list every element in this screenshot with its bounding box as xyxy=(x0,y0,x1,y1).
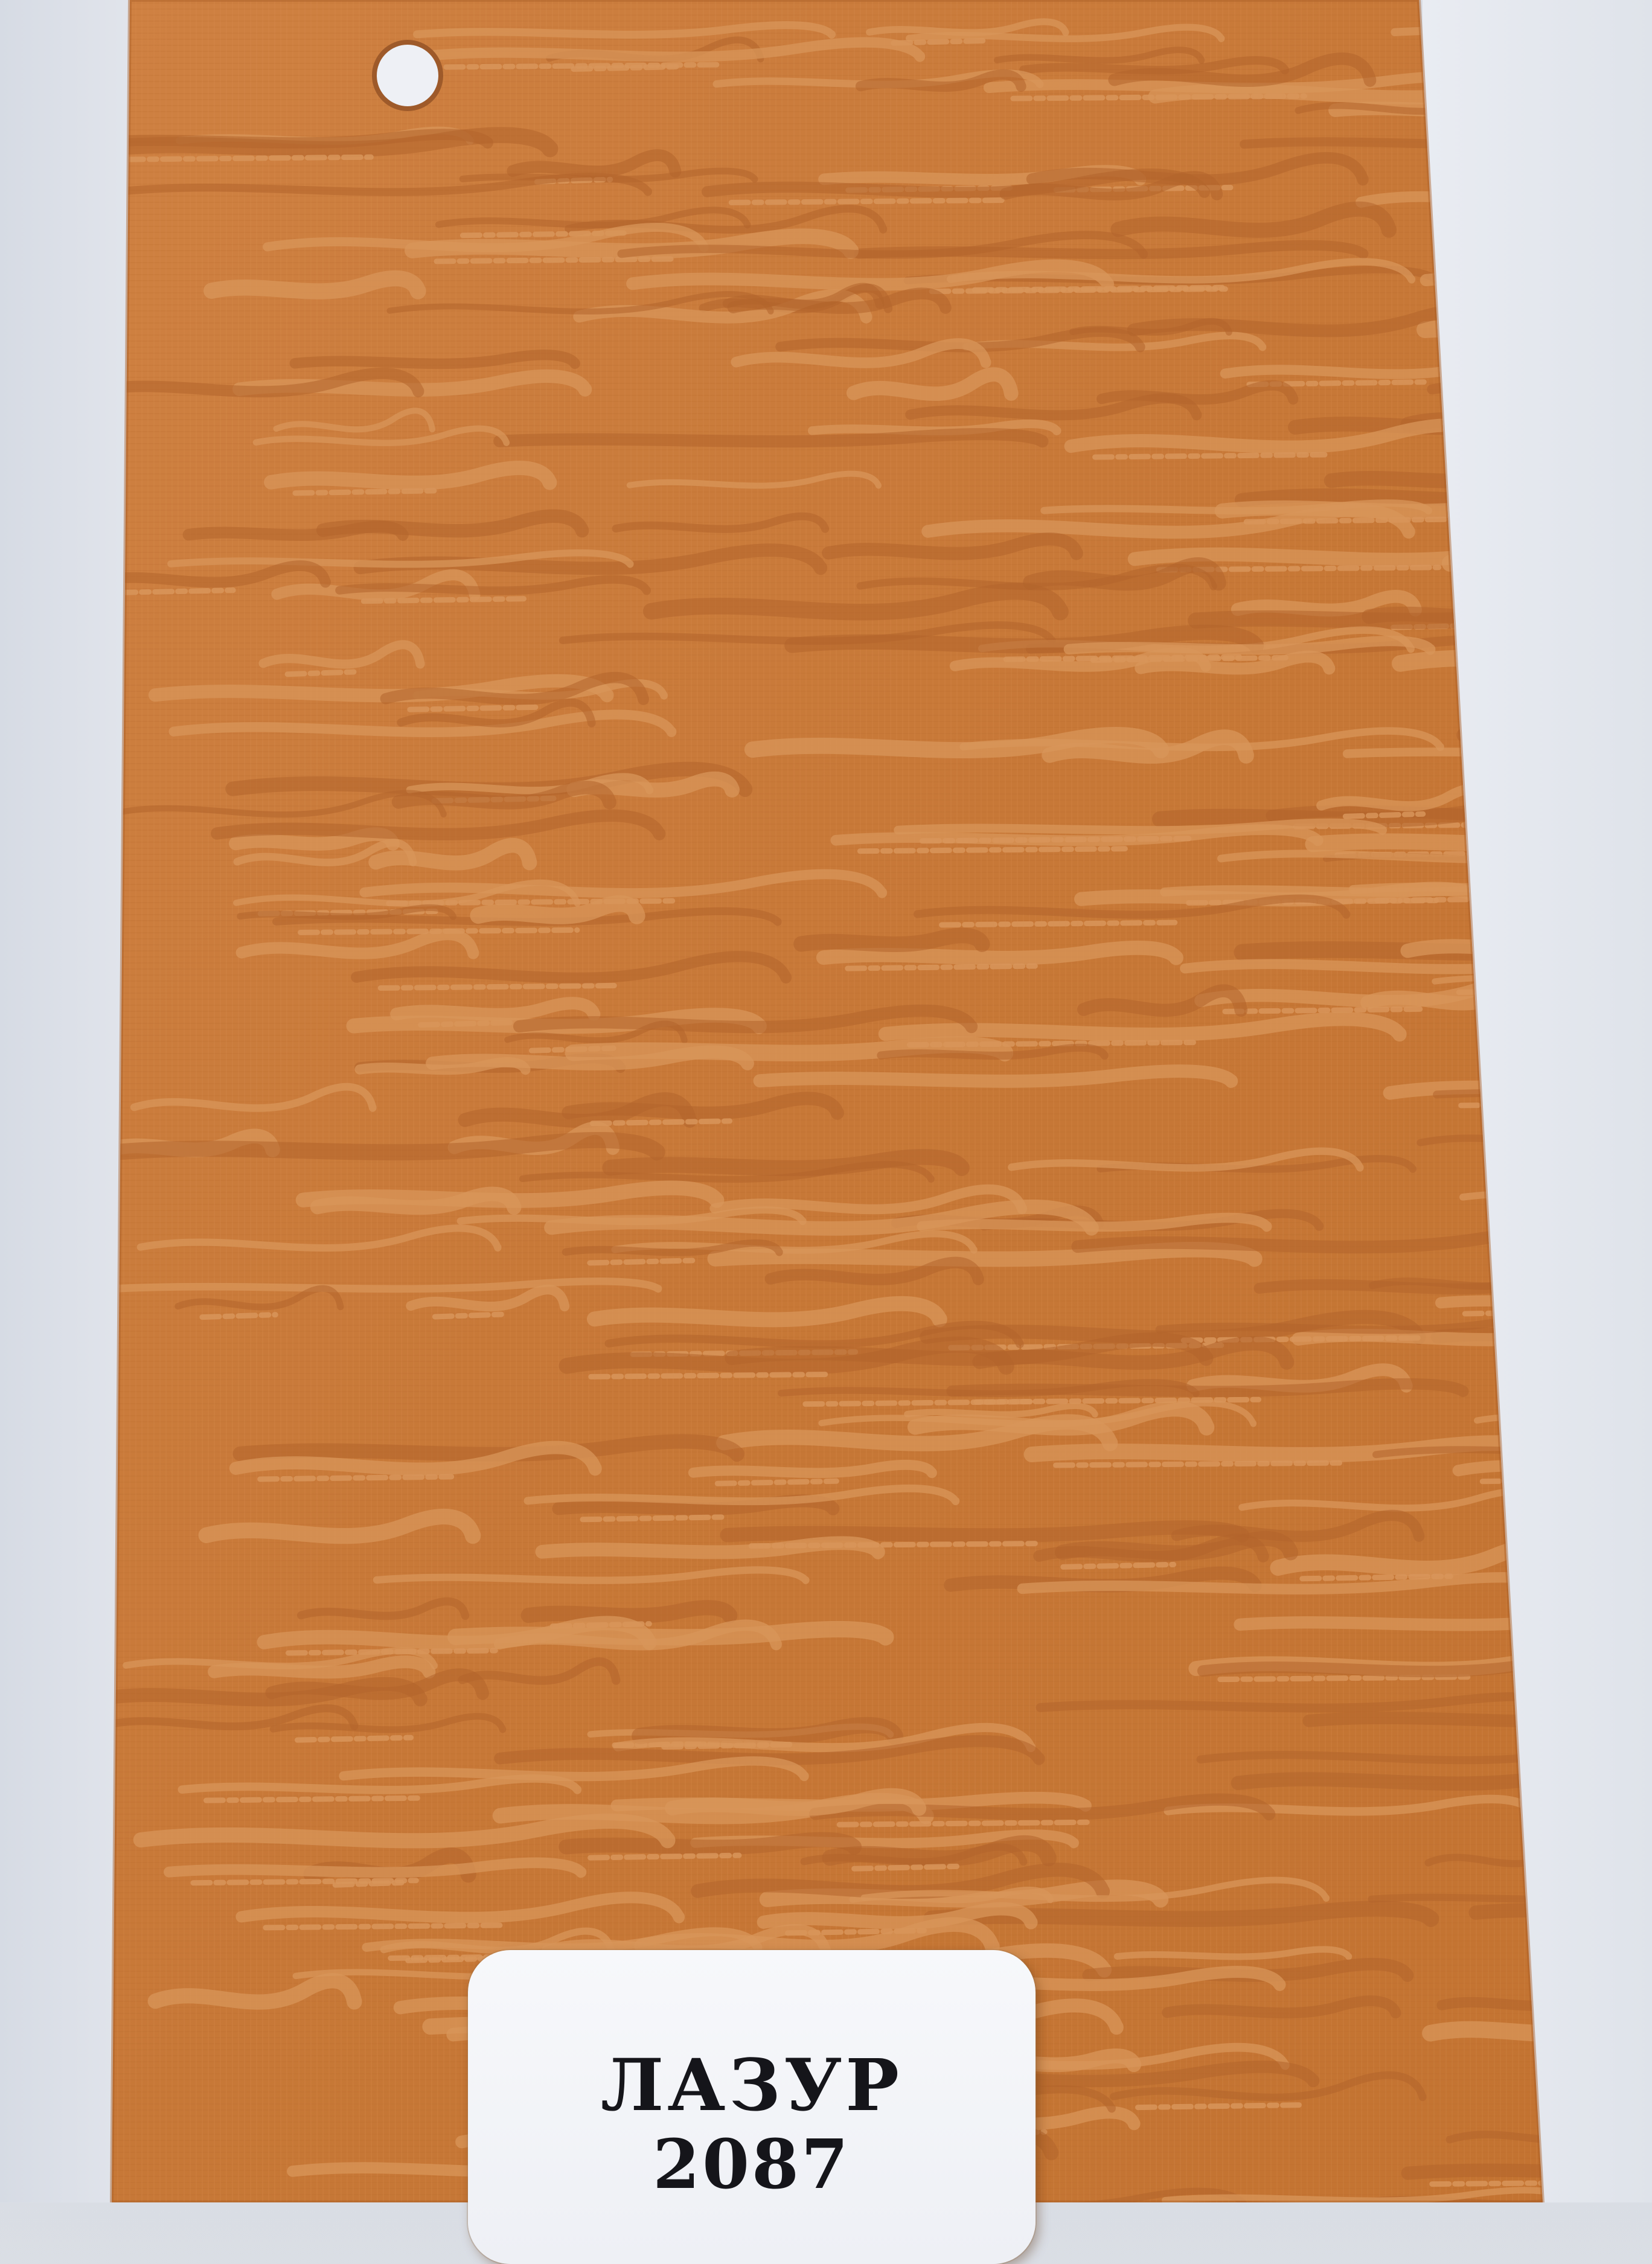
fabric-dash-texture xyxy=(295,491,438,493)
fabric-dash-texture xyxy=(1183,1338,1421,1340)
fabric-dash-texture xyxy=(437,259,676,261)
fabric-dash-texture xyxy=(1449,338,1652,341)
fabric-dash-texture xyxy=(839,1822,1087,1824)
fabric-dash-texture xyxy=(591,1855,739,1858)
fabric-dash-texture xyxy=(1063,1564,1174,1567)
fabric-wave-texture xyxy=(1466,98,1652,119)
fabric-dash-texture xyxy=(206,1798,419,1800)
fabric-dash-texture xyxy=(942,923,1175,925)
fabric-wave-texture xyxy=(1196,612,1619,621)
fabric-dash-texture xyxy=(854,1866,961,1869)
fabric-dash-texture xyxy=(380,986,614,988)
fabric-wave-texture xyxy=(1426,269,1652,281)
fabric-dash-texture xyxy=(260,1477,452,1479)
fabric-dash-texture xyxy=(1459,990,1652,993)
label-product-code: 2087 xyxy=(653,2125,851,2204)
fabric-dash-texture xyxy=(717,1481,836,1483)
fabric-wave-texture xyxy=(1450,555,1603,563)
fabric-dash-texture xyxy=(266,1925,504,1928)
fabric-wave-texture xyxy=(528,1608,729,1616)
fabric-wave-texture xyxy=(1432,369,1652,391)
fabric-wave-texture xyxy=(1464,714,1652,736)
fabric-wave-texture xyxy=(1425,321,1652,330)
fabric-wave-texture xyxy=(1441,1296,1652,1303)
fabric-dash-texture xyxy=(446,65,721,67)
fabric-dash-texture xyxy=(1095,455,1325,457)
fabric-dash-texture xyxy=(590,1261,694,1263)
fabric-wave-texture xyxy=(801,936,982,945)
fabric-wave-texture xyxy=(1295,415,1609,428)
fabric-wave-texture xyxy=(1331,472,1572,481)
fabric-wave-texture xyxy=(1408,407,1652,425)
fabric-dash-texture xyxy=(591,1374,831,1377)
fabric-dash-texture xyxy=(202,1315,275,1317)
fabric-dash-texture xyxy=(1465,1311,1609,1314)
fabric-dash-texture xyxy=(1461,1103,1652,1105)
fabric-dash-texture xyxy=(583,1517,723,1520)
fabric-dash-texture xyxy=(119,590,233,593)
product-label xyxy=(468,1950,1036,2264)
fabric-wave-texture xyxy=(566,1840,854,1847)
fabric-wave-texture xyxy=(1476,1903,1652,1913)
fabric-wave-texture xyxy=(727,1527,1242,1535)
fabric-dash-texture xyxy=(287,672,357,674)
fabric-dash-texture xyxy=(297,1738,411,1740)
punch-hole xyxy=(374,42,441,109)
fabric-wave-texture xyxy=(1395,24,1652,33)
fabric-dash-texture xyxy=(922,839,1188,841)
fabric-dash-texture xyxy=(1482,1479,1652,1482)
fabric-wave-texture xyxy=(1313,834,1652,845)
fabric-dash-texture xyxy=(1345,814,1423,816)
label-product-name: ЛАЗУР xyxy=(600,2043,903,2127)
fabric-dash-texture xyxy=(1456,398,1652,400)
fabric-dash-texture xyxy=(1056,1463,1345,1465)
fabric-dash-texture xyxy=(1138,2105,1299,2108)
fabric-dash-texture xyxy=(848,966,1036,968)
fabric-dash-texture xyxy=(126,157,371,159)
fabric-wave-texture xyxy=(1441,181,1652,199)
fabric-dash-texture xyxy=(1490,127,1652,129)
fabric-dash-texture xyxy=(731,200,1005,203)
fabric-wave-texture xyxy=(1477,1407,1652,1421)
fabric-dash-texture xyxy=(363,599,523,601)
fabric-dash-texture xyxy=(1220,1677,1468,1680)
fabric-dash-texture xyxy=(435,1314,503,1317)
fabric-dash-texture xyxy=(860,849,1125,851)
fabric-wave-texture xyxy=(1463,1185,1652,1198)
